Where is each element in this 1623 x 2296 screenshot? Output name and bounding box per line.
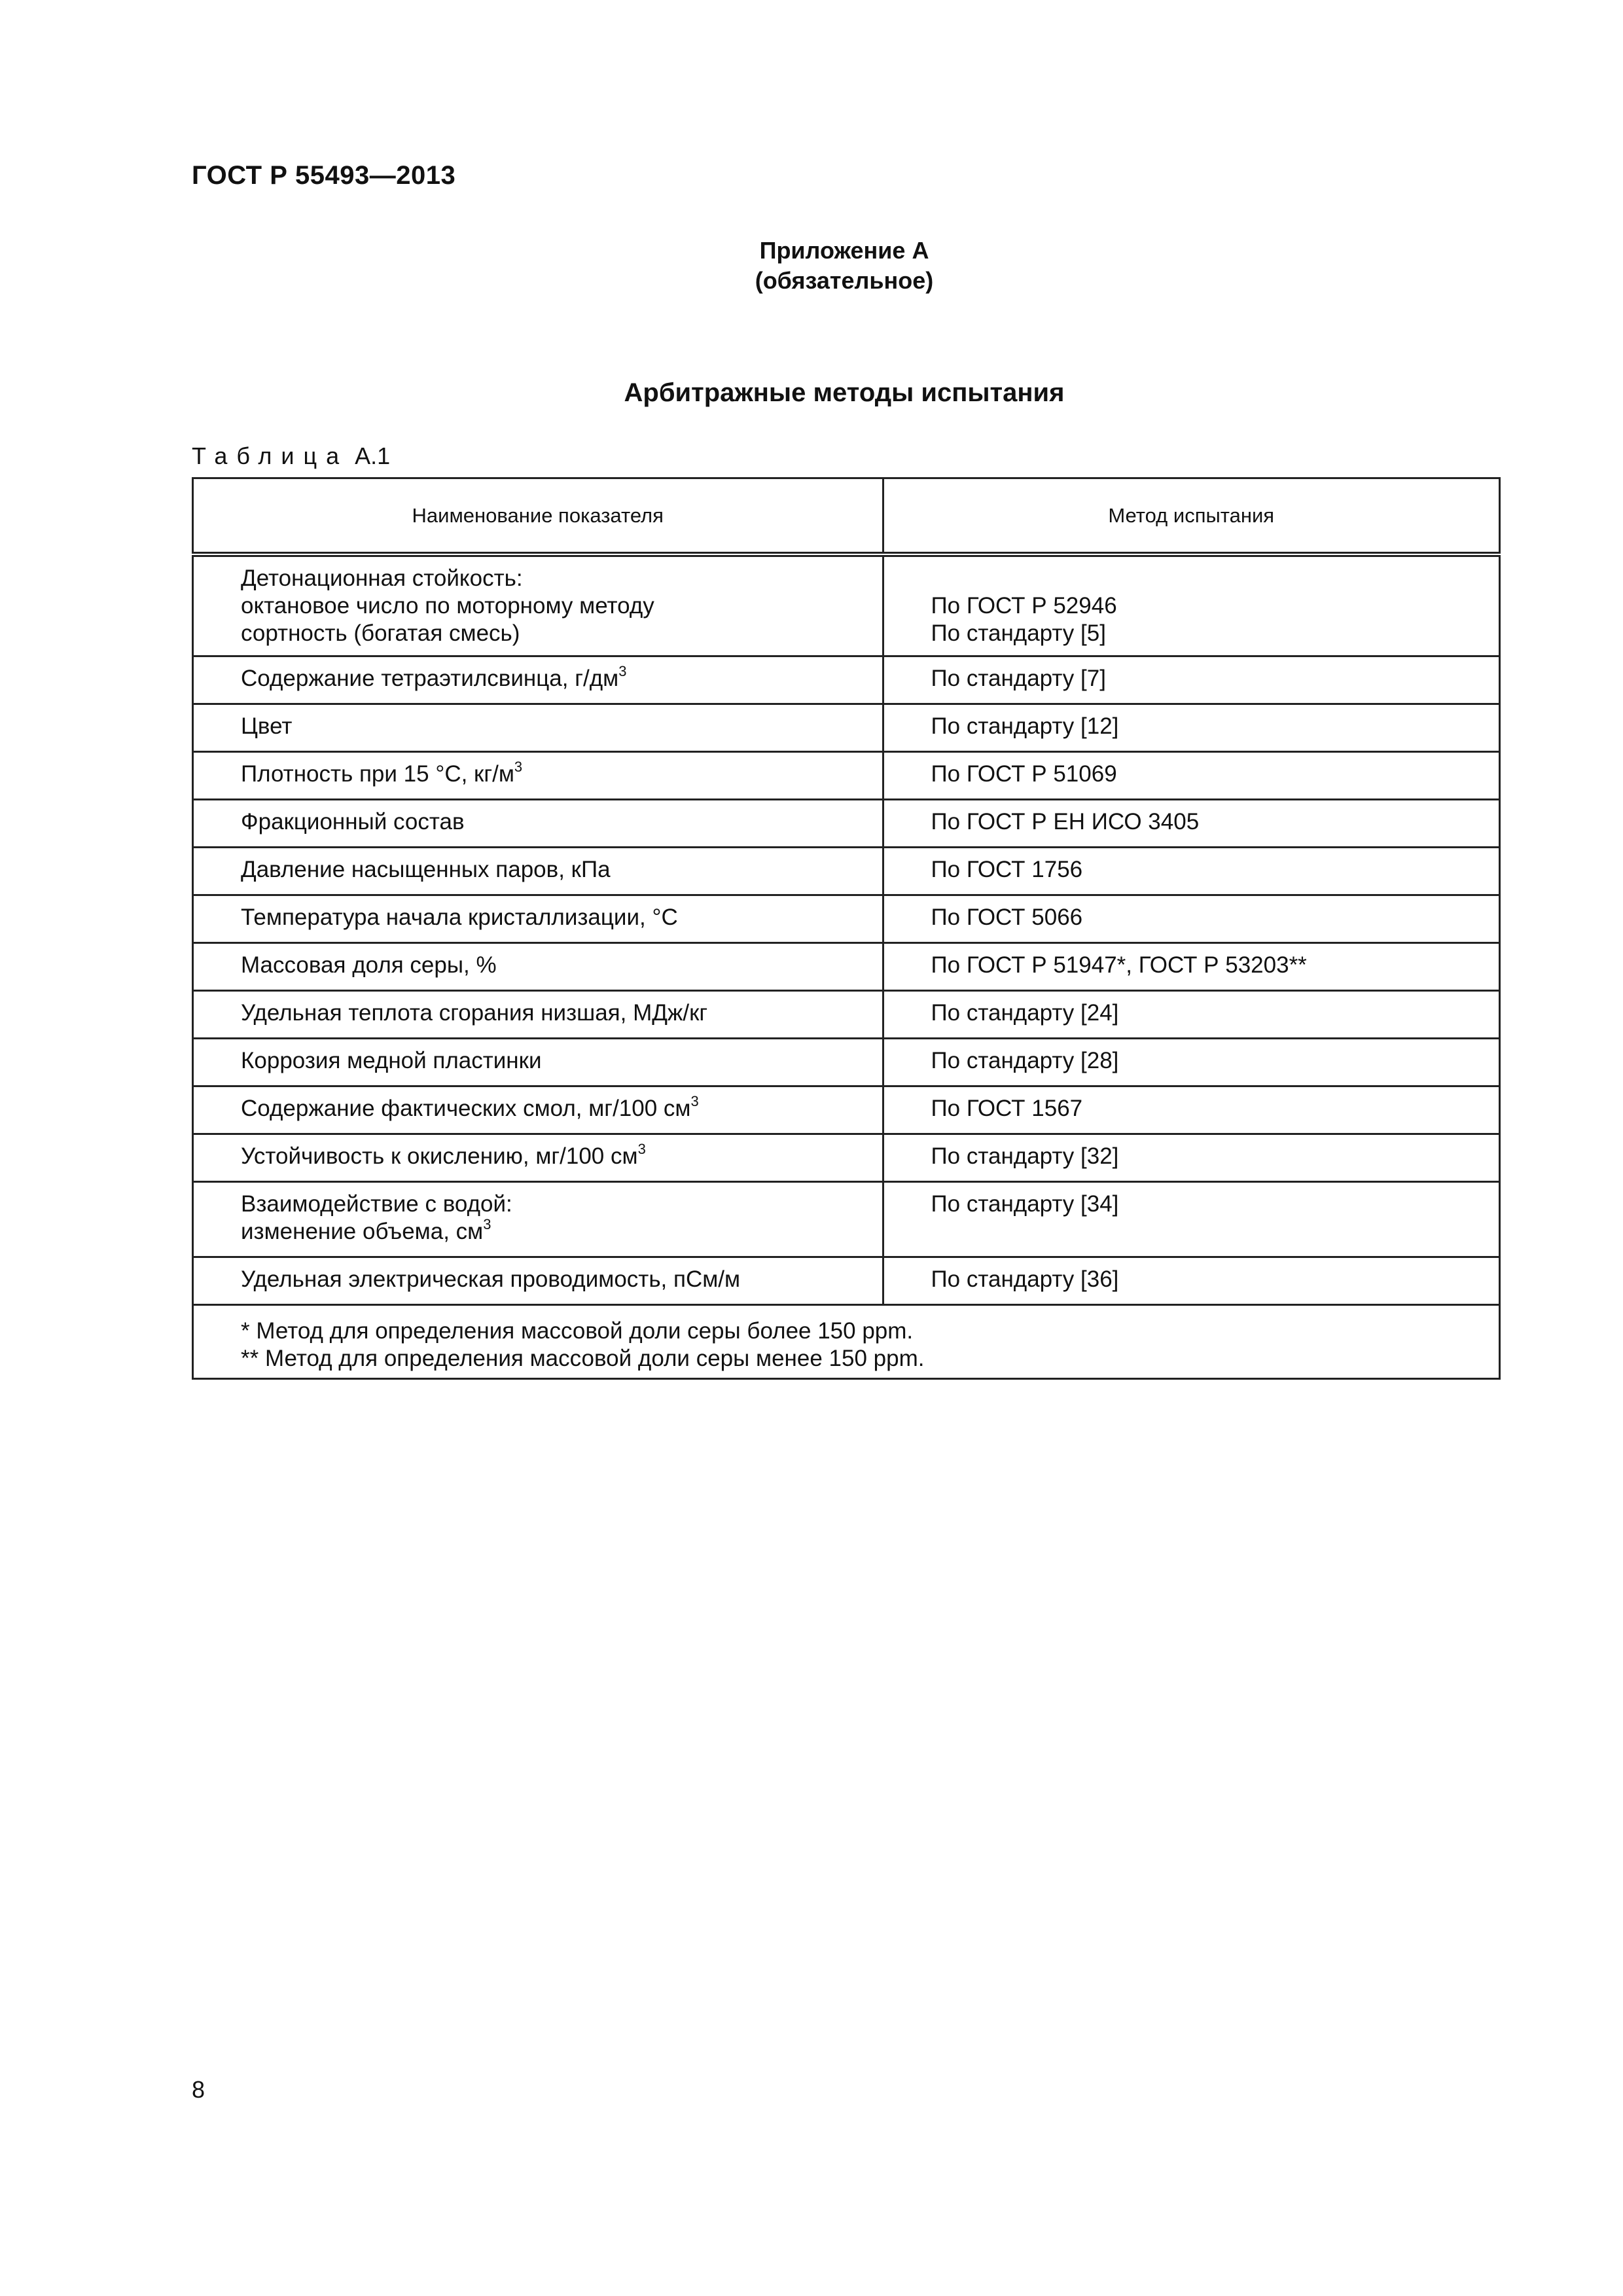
method-cell: По ГОСТ Р ЕН ИСО 3405: [883, 800, 1500, 848]
table-row: [193, 991, 1500, 1039]
indicator-cell: Плотность при 15 °С, $кг/м^3$: [193, 752, 883, 800]
table-row: [193, 848, 1500, 895]
table-row: [193, 554, 1500, 656]
indicator-cell: Удельная теплота сгорания низшая, МДж/кг: [193, 991, 883, 1039]
method-cell: По стандарту [12]: [883, 704, 1500, 752]
appendix-status: (обязательное): [755, 267, 934, 294]
method-cell: По стандарту [36]: [883, 1257, 1500, 1305]
test-methods-table: [192, 477, 1501, 1380]
indicator-cell: Фракционный состав: [193, 800, 883, 848]
indicator-cell: [193, 554, 883, 656]
table-row: [193, 800, 1500, 848]
indicator-cell: Содержание фактических смол, мг/100 $см^3$: [193, 1086, 883, 1134]
method-cell: По ГОСТ Р 51947*, ГОСТ Р 53203**: [883, 943, 1500, 991]
indicator-line: Взаимодействие с водой:: [241, 1191, 512, 1217]
document-code: ГОСТ Р 55493—2013: [192, 161, 456, 190]
method-line: [931, 565, 1486, 592]
indicator-cell: Температура начала кристаллизации, °С: [193, 895, 883, 943]
table-row: [193, 1257, 1500, 1305]
table-row: [193, 895, 1500, 943]
method-cell: [883, 554, 1500, 656]
indicator-cell: Массовая доля серы, %: [193, 943, 883, 991]
section-title: Арбитражные методы испытания: [624, 378, 1065, 407]
indicator-line: изменение объема, $см^3$: [241, 1216, 491, 1244]
method-cell: По стандарту [7]: [883, 656, 1500, 704]
method-cell: По стандарту [32]: [883, 1134, 1500, 1182]
table-header-row: [193, 478, 1500, 555]
indicator-line: октановое число по моторному методу: [241, 593, 654, 619]
table-row: [193, 1134, 1500, 1182]
table-row: [193, 752, 1500, 800]
method-cell: По ГОСТ 1756: [883, 848, 1500, 895]
indicator-cell: [193, 1182, 883, 1257]
table-caption-number: А.1: [355, 442, 391, 469]
indicator-cell: Удельная электрическая проводимость, пСм/м: [193, 1257, 883, 1305]
method-cell: По стандарту [28]: [883, 1039, 1500, 1086]
method-line: По стандарту [5]: [931, 620, 1106, 646]
table-row: [193, 1039, 1500, 1086]
table-row: [193, 1086, 1500, 1134]
table-notes: [193, 1305, 1500, 1379]
table-note: ** Метод для определения массовой доли серы менее 150 ppm.: [241, 1346, 925, 1371]
page-number: 8: [192, 2076, 205, 2103]
indicator-cell: Устойчивость к окислению, мг/100 $см^3$: [193, 1134, 883, 1182]
method-cell: По стандарту [24]: [883, 991, 1500, 1039]
table-row: [193, 1182, 1500, 1257]
table-row: [193, 704, 1500, 752]
header-test-method: Метод испытания: [883, 478, 1500, 555]
indicator-cell: Цвет: [193, 704, 883, 752]
table-caption: [192, 442, 390, 470]
header-indicator-name: Наименование показателя: [193, 478, 883, 555]
method-line: По ГОСТ Р 52946: [931, 593, 1117, 619]
table-row: [193, 943, 1500, 991]
table-notes-row: [193, 1305, 1500, 1379]
appendix-heading: [0, 236, 1623, 296]
indicator-cell: Давление насыщенных паров, кПа: [193, 848, 883, 895]
method-cell: По ГОСТ 1567: [883, 1086, 1500, 1134]
indicator-line: сортность (богатая смесь): [241, 620, 520, 646]
table-row: [193, 656, 1500, 704]
indicator-line: Детонационная стойкость:: [241, 565, 523, 591]
appendix-title: Приложение А: [759, 237, 929, 264]
indicator-cell: Содержание тетраэтилсвинца, $г/дм^3$: [193, 656, 883, 704]
method-cell: По ГОСТ Р 51069: [883, 752, 1500, 800]
indicator-cell: Коррозия медной пластинки: [193, 1039, 883, 1086]
method-cell: По стандарту [34]: [883, 1182, 1500, 1257]
method-cell: По ГОСТ 5066: [883, 895, 1500, 943]
table-caption-word: Таблица: [192, 442, 349, 469]
table-note: * Метод для определения массовой доли серы более 150 ppm.: [241, 1318, 914, 1344]
